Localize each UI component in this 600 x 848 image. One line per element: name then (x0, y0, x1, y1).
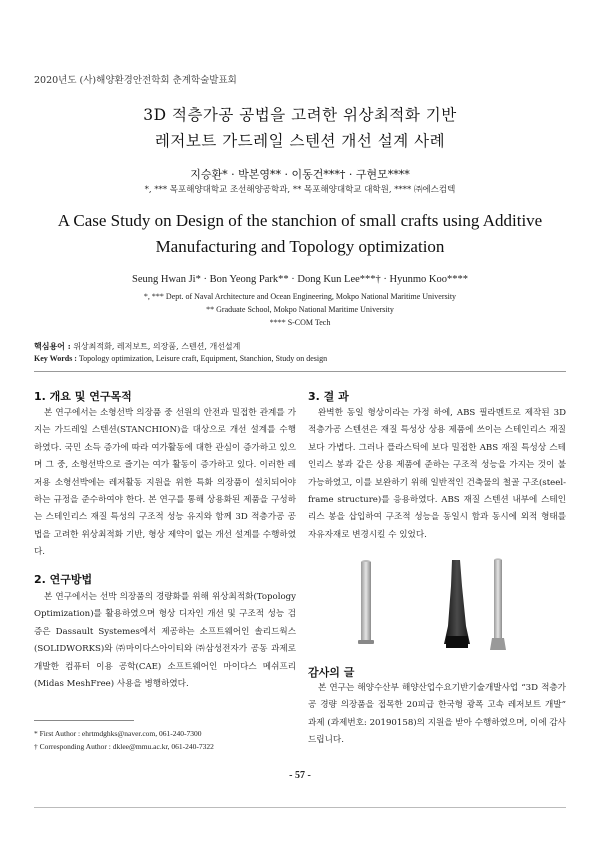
keywords-en-label: Key Words : (34, 354, 77, 363)
page-bottom-rule (34, 807, 566, 808)
title-en-line1: A Case Study on Design of the stanchion of small crafts using Additive (57, 211, 543, 230)
stanchion-figure (340, 556, 540, 656)
section2-text: 본 연구에서는 선박 의장품의 경량화를 위해 위상최적화(Topology Optimization)를 활용하였으며 형상 디자인 개선 및 구조적 성능 검증은 Dassault Systemes에서 제공하는 소프트웨어인 솔리드웍스(SOLIDWORKS)와 ㈜마이다스아이티와 ㈜삼성전자가 공동 과제로 개발한 컴퓨터 이용 공학(CAE) 소프트웨어인 마이다스 메쉬프리(Midas MeshFree) 사용을 병행하였다. (34, 592, 296, 690)
title-ko-line1: 3D 적층가공 공법을 고려한 위상최적화 기반 (143, 106, 457, 124)
section3-body (308, 405, 566, 544)
ack-body (308, 680, 566, 750)
section1-text: 본 연구에서는 소형선박 의장품 중 선원의 안전과 밀접한 관계를 가지는 가드레일 스텐션(STANCHION)을 대상으로 개선 설계를 수행하였다. 국민 소득 증가에 따라 여가활동에 대한 관심이 증가하고 있으며 그 중, 소형선박으로 즐기는 여가 활동이 증가하고 있다. 이러한 레저용 소형선박에는 레저활동 지원을 위한 특화 의장품이 설치되어야 하는 규정을 준수하여야 한다. 본 연구를 통해 상용화된 제품을 구성하는 스테인리스 재질 특성의 구조적 성능 유지와 함께 3D 적층가공 공법을 고려한 위상최적화 기반, 형상 제약이 없는 개선 설계를 수행하였다. (34, 408, 296, 558)
divider (34, 371, 566, 372)
title-ko-line2: 레저보트 가드레일 스텐션 개선 설계 사례 (154, 132, 446, 150)
conference-header: 2020년도 (사)해양환경안전학회 춘계학술발표회 (34, 75, 237, 86)
stanchion-inner-rod (490, 558, 506, 650)
section2-body (34, 589, 296, 693)
authors-en: Seung Hwan Ji* · Bon Yeong Park** · Dong Kun Lee***† · Hyunmo Koo**** (132, 274, 468, 285)
keywords-ko (34, 341, 240, 352)
page-number: - 57 - (289, 770, 311, 781)
section2-heading: 2. 연구방법 (34, 573, 93, 586)
section1-heading: 1. 개요 및 연구목적 (34, 390, 132, 403)
section3-heading: 3. 결 과 (308, 390, 349, 403)
stanchion-original (358, 560, 374, 644)
keywords-ko-label: 핵심용어 : (34, 341, 71, 351)
keywords-en-text: Topology optimization, Leisure craft, Equipment, Stanchion, Study on design (78, 354, 328, 363)
footnote-corresponding-author: † Corresponding Author : dklee@mmu.ac.kr, 061-240-7322 (34, 742, 214, 751)
section1-body (34, 405, 296, 562)
ack-heading: 감사의 글 (308, 666, 355, 679)
keywords-ko-text: 위상최적화, 레저보트, 의장품, 스텐션, 개선설계 (73, 342, 241, 351)
title-en-line2: Manufacturing and Topology optimization (155, 237, 445, 256)
authors-ko: 지승환* · 박본영** · 이동건***† · 구현모**** (190, 168, 410, 181)
footnote-first-author: * First Author : ehrtmdghks@naver.com, 061-240-7300 (34, 729, 202, 738)
footnote-divider (34, 720, 134, 721)
stanchion-optimized (444, 560, 470, 648)
affiliation-en-3: **** S-COM Tech (269, 318, 331, 327)
section3-text: 완벽한 동일 형상이라는 가정 하에, ABS 필라멘트로 제작된 3D 적층가공 스텐션은 재질 특성상 상용 제품에 쓰이는 스테인리스 재질보다 가볍다. 그러나 플라스틱에 보다 밀접한 ABS 재질 특성상 스테인리스 봉과 같은 상용 제품에 준하는 구조적 성능을 가지는 것이 불가능하였고, 이를 보완하기 위해 일반적인 건축물의 철골 구조(steel-frame structure)를 응용하였다. ABS 재질 스텐션 내부에 스테인리스 봉을 삽입하여 구조적 성능을 동일시 함과 동시에 외적 형태를 자유자재로 변경시킬 수 있었다. (308, 408, 566, 540)
ack-text: 본 연구는 해양수산부 해양산업수요기반기술개발사업 “3D 적층가공 경량 의장품을 접목한 20피급 한국형 광폭 고속 레저보트 개발” 과제 (과제번호: 20190158)의 지원을 받아 수행하였으며, 이에 감사드립니다. (308, 683, 566, 746)
affiliation-ko: *, *** 목포해양대학교 조선해양공학과, ** 목포해양대학교 대학원, **** ㈜에스컴텍 (144, 185, 456, 195)
affiliation-en-1: *, *** Dept. of Naval Architecture and Ocean Engineering, Mokpo National Maritime University (143, 292, 457, 301)
keywords-en (34, 354, 327, 363)
affiliation-en-2: ** Graduate School, Mokpo National Maritime University (206, 305, 394, 314)
